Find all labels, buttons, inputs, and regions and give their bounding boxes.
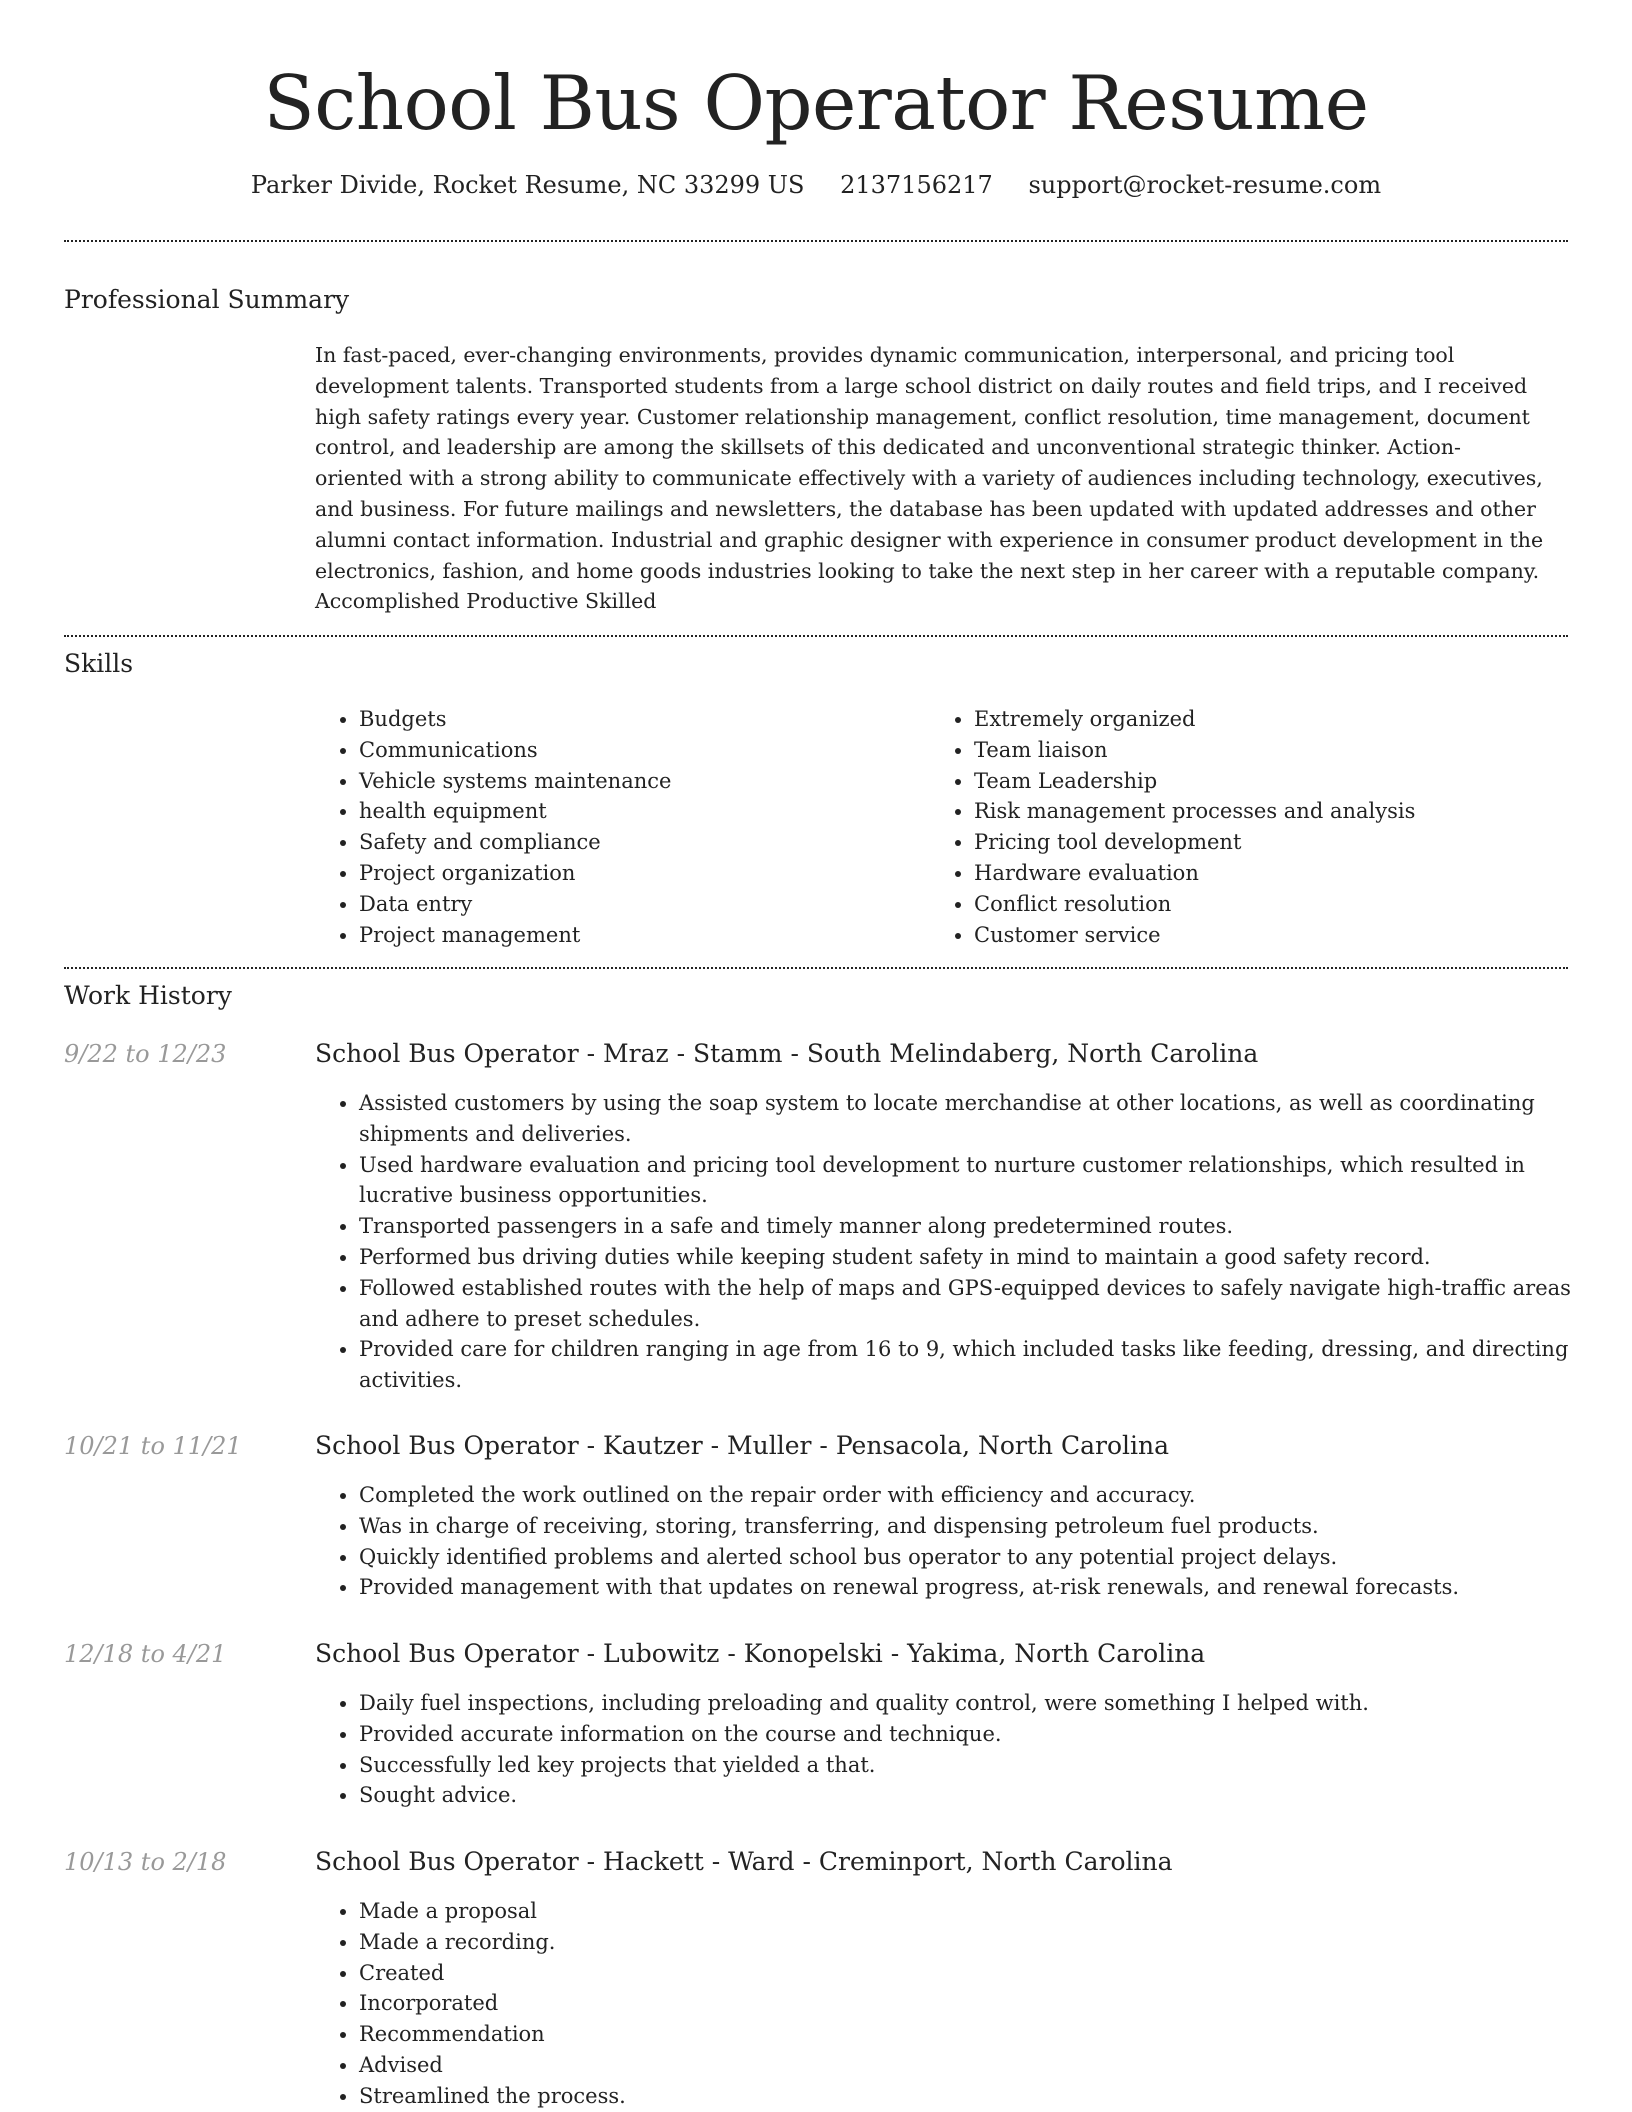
job-title: School Bus Operator - Lubowitz - Konopelski - Yakima, North Carolina: [315, 1639, 1206, 1668]
skill-item: • Safety and compliance: [359, 827, 671, 858]
job-bullet: • Provided care for children ranging in age from 16 to 9, which included tasks like feeding, dressing, and directing activities.: [359, 1334, 1609, 1396]
skill-item: • Communications: [359, 735, 671, 766]
job-bullet: • Provided management with that updates on renewal progress, at-risk renewals, and renewal forecasts.: [359, 1572, 1609, 1603]
job-bullet: • Provided accurate information on the course and technique.: [359, 1719, 1609, 1750]
job-bullet: • Incorporated: [359, 1988, 1609, 2019]
skill-item: • Risk management processes and analysis: [974, 796, 1415, 827]
skill-item: • Conflict resolution: [974, 889, 1415, 920]
job-bullet: • Daily fuel inspections, including preloading and quality control, were something I helped with.: [359, 1688, 1609, 1719]
job-bullet: • Followed established routes with the help of maps and GPS-equipped devices to safely navigate high-traffic areas and adhere to preset schedules.: [359, 1273, 1609, 1335]
section-divider: [64, 635, 1568, 637]
job-bullet: • Transported passengers in a safe and timely manner along predetermined routes.: [359, 1211, 1609, 1242]
job-bullets: [315, 1896, 1609, 2112]
job-bullet: • Was in charge of receiving, storing, transferring, and dispensing petroleum fuel products.: [359, 1511, 1609, 1542]
contact-line: [0, 168, 1632, 202]
skill-item: • Extremely organized: [974, 704, 1415, 735]
summary-heading: Professional Summary: [64, 285, 350, 314]
contact-phone: 2137156217: [840, 171, 993, 199]
job-bullet: • Completed the work outlined on the repair order with efficiency and accuracy.: [359, 1480, 1609, 1511]
job-dates: 10/13 to 2/18: [64, 1848, 227, 1876]
resume-title: School Bus Operator Resume: [263, 59, 1369, 147]
job-bullet: • Sought advice.: [359, 1780, 1609, 1811]
skill-item: • Project management: [359, 920, 671, 951]
job-bullet: • Made a recording.: [359, 1927, 1609, 1958]
contact-address: Parker Divide, Rocket Resume, NC 33299 US: [250, 171, 805, 199]
summary-text: In fast-paced, ever-changing environments, provides dynamic communication, interpersonal, and pricing tool development talents. Transported students from a large school district on daily routes and field trips, and I received high safety ratings every year. Customer relationship management, conflict resolution, time management, document control, and leadership are among the skillsets of this dedicated and unconventional strategic thinker. Action-oriented with a strong ability to communicate effectively with a variety of audiences including technology, executives, and business. For future mailings and newsletters, the database has been updated with updated addresses and other alumni contact information. Industrial and graphic designer with experience in consumer product development in the electronics, fashion, and home goods industries looking to take the next step in her career with a reputable company. Accomplished Productive Skilled: [315, 343, 1544, 614]
job-bullet: • Used hardware evaluation and pricing tool development to nurture customer relationships, which resulted in lucrative business opportunities.: [359, 1150, 1609, 1212]
skill-item: • Team liaison: [974, 735, 1415, 766]
skills-heading: Skills: [64, 649, 134, 678]
job-bullet: • Created: [359, 1958, 1609, 1989]
job-title: School Bus Operator - Mraz - Stamm - South Melindaberg, North Carolina: [315, 1039, 1259, 1068]
skill-item: • Vehicle systems maintenance: [359, 766, 671, 797]
skill-item: • Team Leadership: [974, 766, 1415, 797]
skill-item: • Hardware evaluation: [974, 858, 1415, 889]
skill-item: • health equipment: [359, 796, 671, 827]
job-bullet: • Advised: [359, 2050, 1609, 2081]
job-dates: 12/18 to 4/21: [64, 1640, 227, 1668]
job-bullet: • Recommendation: [359, 2019, 1609, 2050]
job-bullet: • Assisted customers by using the soap system to locate merchandise at other locations, as well as coordinating shipments and deliveries.: [359, 1088, 1609, 1150]
section-divider: [64, 967, 1568, 969]
work-history-heading: Work History: [64, 981, 232, 1010]
job-title: School Bus Operator - Kautzer - Muller - Pensacola, North Carolina: [315, 1431, 1170, 1460]
skills-list-right: [930, 704, 1415, 950]
skill-item: • Customer service: [974, 920, 1415, 951]
job-bullet: • Streamlined the process.: [359, 2081, 1609, 2112]
job-bullets: [315, 1688, 1609, 1811]
job-bullet: • Quickly identified problems and alerted school bus operator to any potential project delays.: [359, 1542, 1609, 1573]
job-dates: 9/22 to 12/23: [64, 1040, 227, 1068]
contact-email: support@rocket-resume.com: [1028, 171, 1382, 199]
job-bullets: [315, 1480, 1609, 1603]
job-bullets: [315, 1088, 1609, 1396]
job-bullet: • Performed bus driving duties while keeping student safety in mind to maintain a good safety record.: [359, 1242, 1609, 1273]
skills-list-left: [315, 704, 671, 950]
job-bullet: • Successfully led key projects that yielded a that.: [359, 1750, 1609, 1781]
skill-item: • Data entry: [359, 889, 671, 920]
job-dates: 10/21 to 11/21: [64, 1432, 242, 1460]
skill-item: • Pricing tool development: [974, 827, 1415, 858]
skill-item: • Budgets: [359, 704, 671, 735]
section-divider: [64, 240, 1568, 242]
job-title: School Bus Operator - Hackett - Ward - Creminport, North Carolina: [315, 1847, 1173, 1876]
job-bullet: • Made a proposal: [359, 1896, 1609, 1927]
skill-item: • Project organization: [359, 858, 671, 889]
